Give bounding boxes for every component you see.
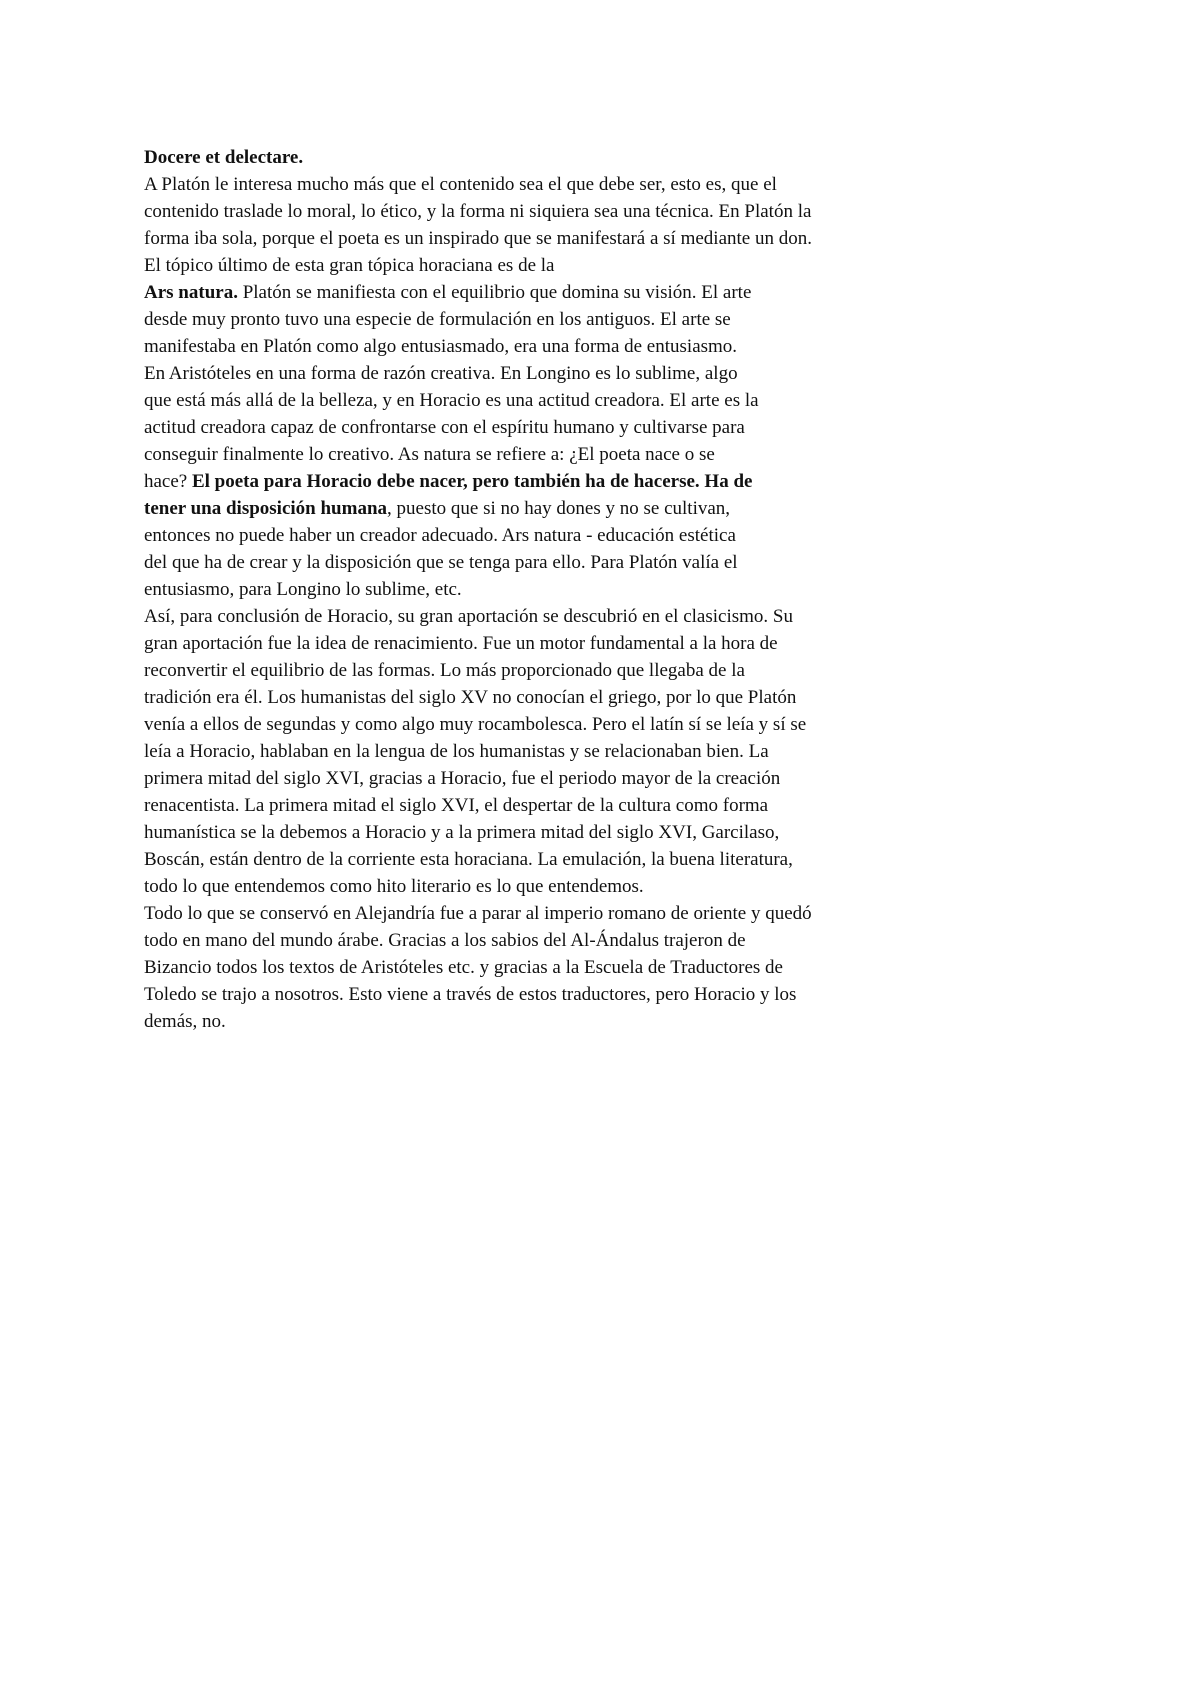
text-span: Boscán, están dentro de la corriente esta horaciana. La emulación, la buena literatura,: [144, 849, 793, 870]
text-span: que está más allá de la belleza, y en Horacio es una actitud creadora. El arte es la: [144, 390, 759, 411]
text-line: [144, 468, 974, 495]
text-line: [144, 252, 974, 279]
document-heading-line: [144, 144, 974, 171]
text-line: [144, 522, 974, 549]
text-line: [144, 684, 974, 711]
bold-text-span: Ars natura.: [144, 282, 238, 303]
text-span: gran aportación fue la idea de renacimiento. Fue un motor fundamental a la hora de: [144, 633, 778, 654]
text-line: [144, 306, 974, 333]
text-line: [144, 549, 974, 576]
text-line: [144, 495, 974, 522]
text-span: contenido traslade lo moral, lo ético, y la forma ni siquiera sea una técnica. En Platón la: [144, 201, 812, 222]
text-line: [144, 279, 974, 306]
text-span: conseguir finalmente lo creativo. As natura se refiere a: ¿El poeta nace o se: [144, 444, 715, 465]
text-span: entonces no puede haber un creador adecuado. Ars natura - educación estética: [144, 525, 736, 546]
text-line: [144, 414, 974, 441]
text-line: [144, 657, 974, 684]
text-span: A Platón le interesa mucho más que el contenido sea el que debe ser, esto es, que el: [144, 174, 777, 195]
text-line: [144, 873, 974, 900]
text-line: [144, 441, 974, 468]
text-span: hace?: [144, 471, 192, 492]
text-span: En Aristóteles en una forma de razón creativa. En Longino es lo sublime, algo: [144, 363, 738, 384]
text-span: Platón se manifiesta con el equilibrio que domina su visión. El arte: [237, 282, 752, 303]
text-line: [144, 927, 974, 954]
text-line: [144, 387, 974, 414]
text-span: Todo lo que se conservó en Alejandría fue a parar al imperio romano de oriente y quedó: [144, 903, 812, 924]
text-line: [144, 603, 974, 630]
text-span: manifestaba en Platón como algo entusiasmado, era una forma de entusiasmo.: [144, 336, 738, 357]
text-line: [144, 198, 974, 225]
text-line: [144, 1008, 974, 1035]
text-span: primera mitad del siglo XVI, gracias a Horacio, fue el periodo mayor de la creación: [144, 768, 781, 789]
text-line: [144, 954, 974, 981]
bold-text-span: El poeta para Horacio debe nacer, pero también ha de hacerse. Ha de: [191, 471, 753, 492]
text-span: entusiasmo, para Longino lo sublime, etc.: [144, 579, 462, 600]
text-line: [144, 576, 974, 603]
text-line: [144, 981, 974, 1008]
text-span: renacentista. La primera mitad el siglo XVI, el despertar de la cultura como forma: [144, 795, 769, 816]
text-span: , puesto que si no hay dones y no se cultivan,: [387, 498, 731, 519]
text-span: del que ha de crear y la disposición que se tenga para ello. Para Platón valía el: [144, 552, 738, 573]
text-line: [144, 792, 974, 819]
text-span: El tópico último de esta gran tópica horaciana es de la: [144, 255, 555, 276]
text-line: [144, 738, 974, 765]
text-span: humanística se la debemos a Horacio y a la primera mitad del siglo XVI, Garcilaso,: [144, 822, 780, 843]
text-span: leía a Horacio, hablaban en la lengua de los humanistas y se relacionaban bien. La: [144, 741, 769, 762]
text-span: todo en mano del mundo árabe. Gracias a los sabios del Al-Ándalus trajeron de: [144, 930, 746, 951]
text-line: [144, 711, 974, 738]
text-line: [144, 900, 974, 927]
text-line: [144, 333, 974, 360]
text-line: [144, 630, 974, 657]
text-span: todo lo que entendemos como hito literario es lo que entendemos.: [144, 876, 644, 897]
text-span: venía a ellos de segundas y como algo muy rocambolesca. Pero el latín sí se leía y sí se: [144, 714, 807, 735]
text-span: Bizancio todos los textos de Aristóteles etc. y gracias a la Escuela de Traductores de: [144, 957, 783, 978]
text-line: [144, 846, 974, 873]
text-span: Toledo se trajo a nosotros. Esto viene a través de estos traductores, pero Horacio y los: [144, 984, 797, 1005]
text-line: [144, 765, 974, 792]
text-span: reconvertir el equilibrio de las formas. Lo más proporcionado que llegaba de la: [144, 660, 745, 681]
text-line: [144, 225, 974, 252]
text-span: actitud creadora capaz de confrontarse con el espíritu humano y cultivarse para: [144, 417, 745, 438]
bold-text-span: tener una disposición humana: [144, 498, 388, 519]
text-line: [144, 360, 974, 387]
document-page: [144, 144, 974, 1035]
bold-text-span: Docere et delectare.: [144, 147, 304, 168]
text-line: [144, 171, 974, 198]
text-span: Así, para conclusión de Horacio, su gran aportación se descubrió en el clasicismo. Su: [144, 606, 793, 627]
text-span: desde muy pronto tuvo una especie de formulación en los antiguos. El arte se: [144, 309, 731, 330]
text-span: tradición era él. Los humanistas del siglo XV no conocían el griego, por lo que Platón: [144, 687, 797, 708]
text-span: demás, no.: [144, 1011, 226, 1032]
text-line: [144, 819, 974, 846]
text-span: forma iba sola, porque el poeta es un inspirado que se manifestará a sí mediante un don.: [144, 228, 812, 249]
